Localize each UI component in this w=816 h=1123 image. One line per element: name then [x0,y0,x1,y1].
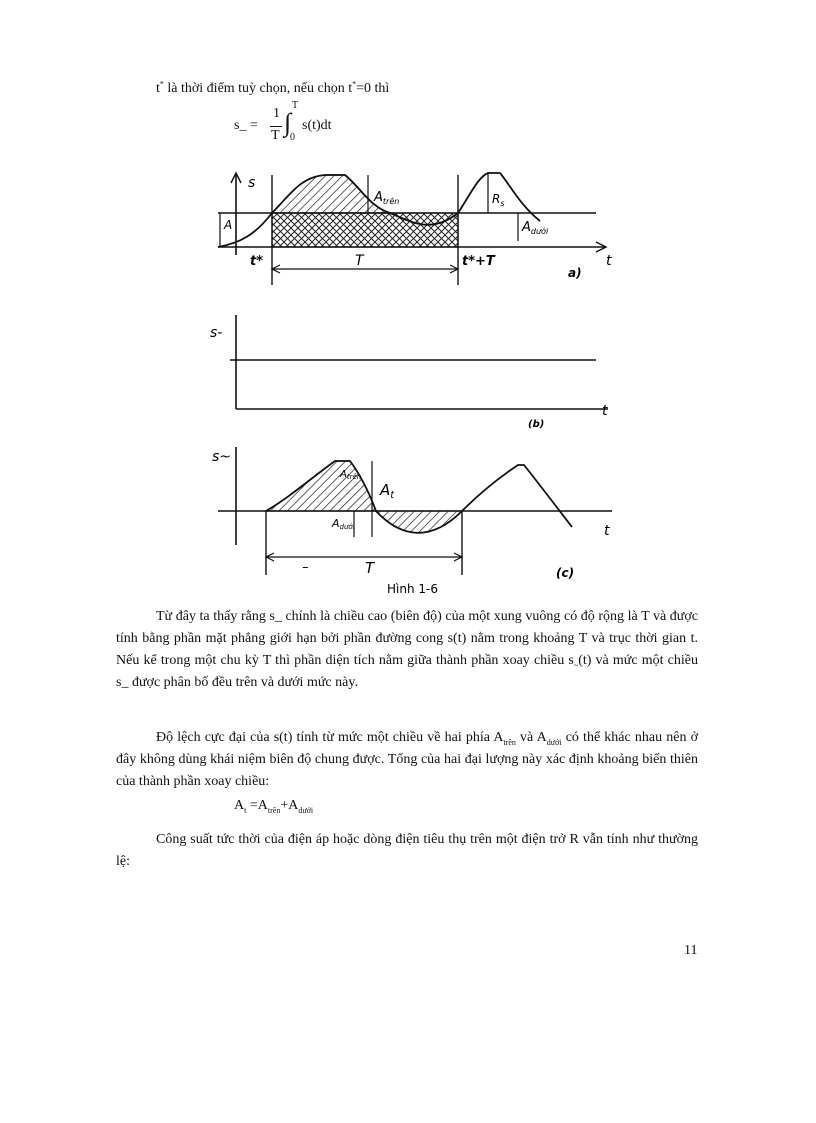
formula-at-sub-t: t [244,805,247,815]
formula-lhs: s_ = [234,118,258,133]
formula-at-plus: +A [280,798,299,813]
panel-a-label-tstar-plus-t: t*+T [462,254,495,269]
panel-a-label-aduoi: $A_{dưới}$ [522,220,549,236]
panel-c-label-period: T [365,559,375,577]
intro-text-mid: là thời điểm tuỳ chọn, nếu chọn t [163,81,353,96]
intro-star-1: * [159,79,164,89]
formula-at-sub-tren: trên [267,805,281,815]
formula-mean [230,100,390,150]
paragraph-1 [116,606,698,694]
paragraph-2-part3: có thể khác nhau nên ở đây không dùng khái niệm biên độ chung được. Tổng của hai đại lượng này xác định khoảng biến thiên của thành phần xoay chiều: [116,730,698,789]
panel-a-ylabel: s [248,175,256,191]
panel-a-dc-area [272,213,458,247]
formula-lower: 0 [290,132,295,143]
formula-at-a: A [234,798,245,813]
panel-a-label-amean: A [224,218,233,232]
panel-b [210,315,608,430]
paragraph-2-sub1: trên [503,737,516,747]
formula-denominator: T [271,128,280,143]
paragraph-2-part1: Độ lệch cực đại của s(t) tính từ mức một chiều về hai phía A [156,730,504,745]
formula-numerator: 1 [273,106,280,121]
panel-a-label-period: T [355,253,364,269]
paragraph-3-text: Công suất tức thời của điện áp hoặc dòng điện tiêu thụ trên một điện trở R vẫn tính như thường lệ: [116,832,698,869]
formula-integrand: s(t)dt [302,118,332,133]
panel-a-xlabel: t [606,253,612,269]
formula-at [234,797,313,815]
panel-b-xlabel: t [602,403,608,419]
fraction-bar [270,126,282,127]
panel-c [212,447,612,580]
intro-line [156,80,389,98]
intro-text-end: =0 thì [356,81,390,96]
page-number: 11 [684,943,698,958]
paragraph-2-part2: và A [515,730,547,745]
panel-a-label-atren: $A_{trên}$ [374,190,400,206]
integral-sign: ∫ [284,108,292,137]
panel-a-panel-tag: a) [568,266,582,280]
panel-c-xlabel: t [604,523,610,539]
panel-c-panel-tag: (c) [556,566,575,580]
intro-star-2: * [352,79,357,89]
intro-t: t [156,81,160,96]
panel-c-label-aduoi: Adưới [332,517,355,531]
formula-upper: T [292,100,299,111]
panel-c-area-above [266,461,376,511]
panel-c-label-at: $A_t$ [380,481,395,501]
formula-at-eq: =A [246,798,268,813]
panel-c-ylabel: s~ [212,449,232,465]
panel-a [218,173,612,285]
paragraph-1-sub: ~ [573,660,579,670]
panel-c-label-atren: $A_{trên}$ [340,469,362,481]
paragraph-1-text: Từ đây ta thấy rằng s_ chính là chiều cao (biên độ) của một xung vuông có độ rộng là T và được tính bằng phần mặt phẳng giới hạn bởi phần đường cong s(t) nằm trong khoảng T và trục thời gian t. Nếu kể trong một chu kỳ T thì phần diện tích nằm giữa thành phần xoay chiều s [116,609,698,668]
figure-caption: Hình 1-6 [387,582,438,595]
panel-a-label-tstar: t* [250,254,264,269]
panel-b-ylabel: s- [210,325,223,341]
panel-a-label-rs: $R_s$ [492,192,505,208]
paragraph-1-end: (t) và mức một chiều s_ được phân bố đều trên và dưới mức này. [116,653,699,690]
paragraph-3 [116,829,698,873]
formula-at-sub-duoi: dưới [298,805,314,815]
panel-c-label-minus: – [302,560,309,575]
panel-b-panel-tag: (b) [528,419,545,430]
paragraph-2 [116,727,698,793]
figure-1-6 [200,165,620,595]
paragraph-2-sub2: dưới [546,737,562,747]
